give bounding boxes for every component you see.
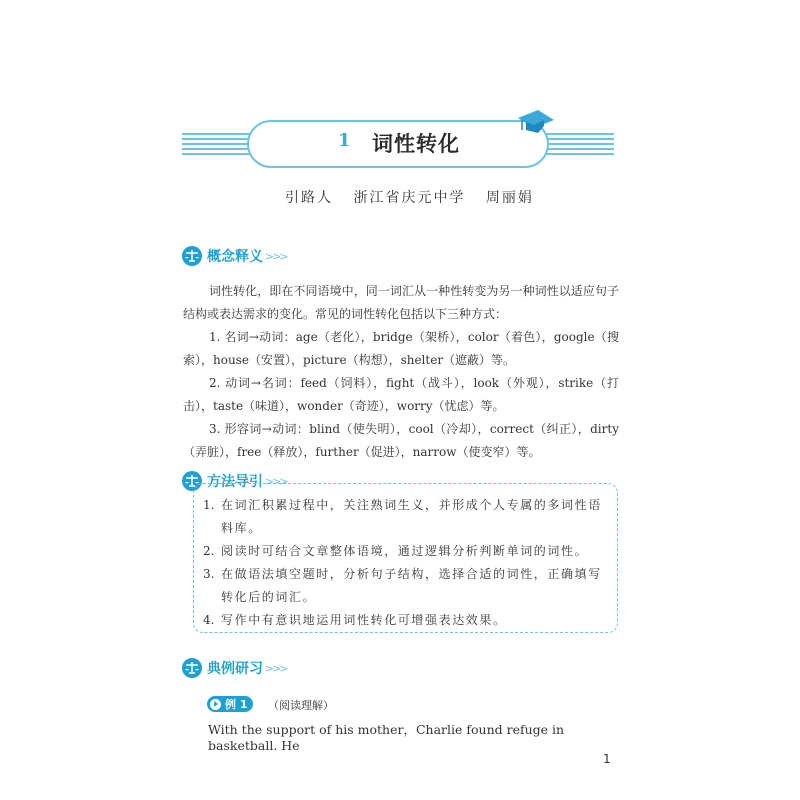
page-number: 1 [603, 752, 611, 766]
concept-intro: 词性转化，即在不同语境中，同一词汇从一种性转变为另一种词性以适应句子结构或表达需求的变化。常见的词性转化包括以下三种方式： [183, 284, 619, 321]
example-label: 例 1 [225, 698, 248, 711]
author-line: 引路人 浙江省庆元中学 周丽娟 [285, 190, 534, 206]
chevron-right-icon: >>> [265, 249, 287, 263]
example-section-title: 典例研习 [207, 661, 263, 677]
graduation-cap-icon [516, 108, 556, 136]
item-number: 1. [203, 498, 215, 512]
concept-section-header [181, 245, 287, 267]
chapter-number: 1 [338, 130, 351, 151]
method-section-title: 方法导引 [207, 474, 263, 490]
list-item [203, 540, 608, 563]
list-item [203, 609, 608, 632]
example-passage: With the support of his mother，Charlie found refuge in basketball. He [208, 722, 565, 753]
item-text: 写作中有意识地运用词性转化可增强表达效果。 [221, 613, 507, 627]
chevron-right-icon: >>> [265, 474, 287, 488]
method-list [203, 494, 608, 632]
item-number: 4. [203, 613, 215, 627]
concept-item: 1. 名词→动词：age（老化），bridge（架桥），color（着色），google（搜索），house（安置），picture（构想），shelter（遮蔽）等。 [183, 330, 619, 367]
item-text: 在做语法填空题时，分析句子结构，选择合适的词性，正确填写转化后的词汇。 [221, 567, 602, 604]
concept-item: 2. 动词→名词：feed（饲料），fight（战斗），look（外观），strike（打击），taste（味道），wonder（奇迹），worry（忧虑）等。 [183, 376, 619, 413]
play-icon [210, 699, 221, 710]
scale-icon [181, 657, 203, 679]
concept-section-title: 概念释义 [207, 249, 263, 265]
example-type: （阅读理解） [268, 699, 334, 712]
item-text: 阅读时可结合文章整体语境，通过逻辑分析判断单词的词性。 [221, 544, 589, 558]
chevron-right-icon: >>> [265, 661, 287, 675]
item-number: 3. [203, 567, 215, 581]
example-section-header [181, 657, 287, 679]
concept-item: 3. 形容词→动词：blind（使失明），cool（冷却），correct（纠正），dirty（弄脏），free（释放），further（促进），narrow（使变窄）等。 [183, 422, 619, 459]
list-item [203, 494, 608, 540]
item-text: 在词汇积累过程中，关注熟词生义，并形成个人专属的多词性语料库。 [221, 498, 602, 535]
item-number: 2. [203, 544, 215, 558]
list-item [203, 563, 608, 609]
scale-icon [181, 245, 203, 267]
example-badge [207, 696, 253, 712]
chapter-title: 词性转化 [372, 131, 460, 156]
concept-body [183, 280, 619, 464]
